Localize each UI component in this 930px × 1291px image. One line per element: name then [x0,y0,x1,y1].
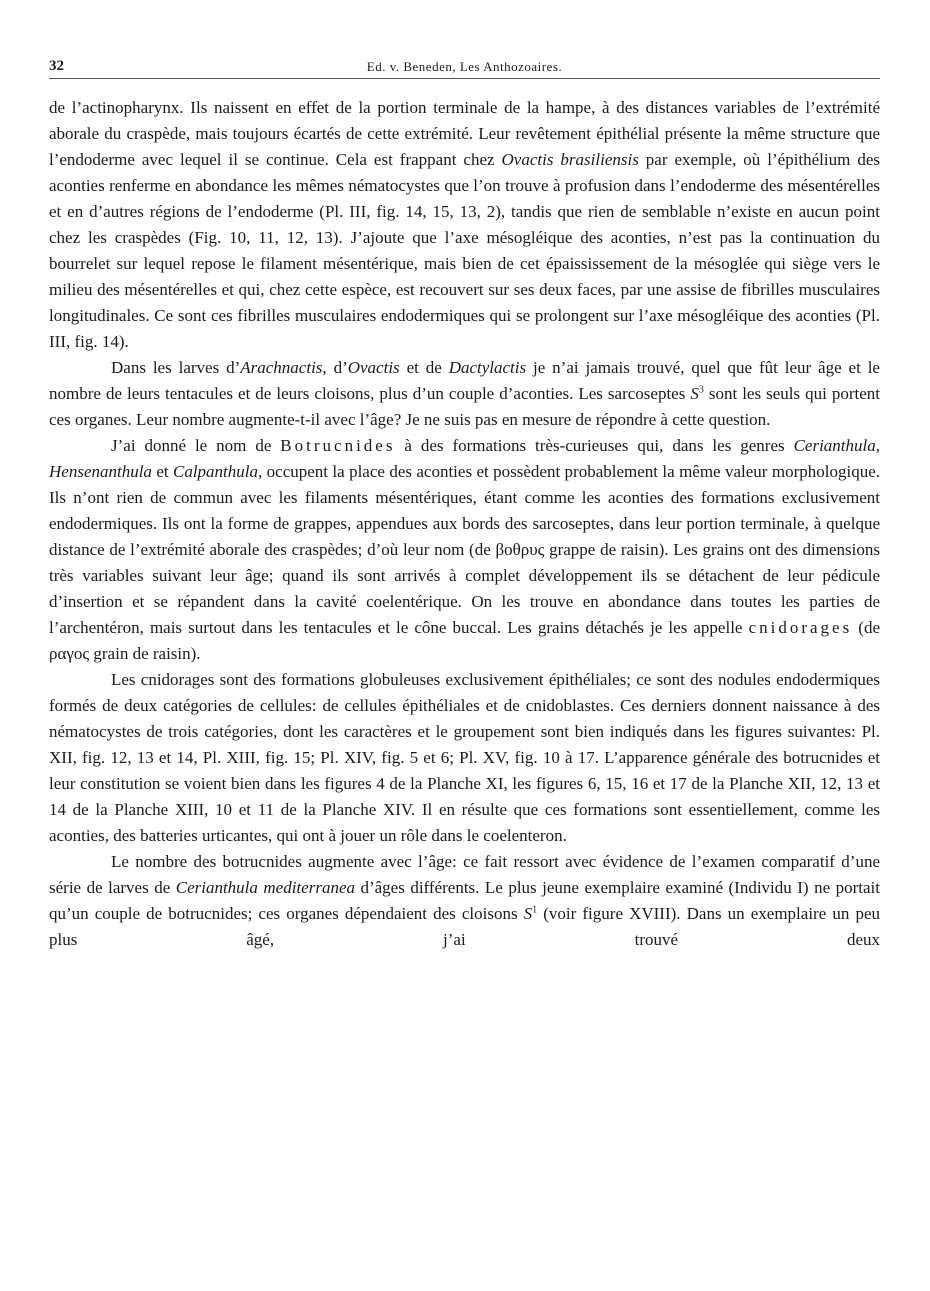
paragraph [49,433,880,667]
superscript: 3 [698,384,704,396]
spaced-term: cnidorages [748,618,853,637]
italic-term: Calpanthula, [173,462,263,481]
document-page [49,56,880,953]
text-run: Les cnidorages sont des formations globuleuses exclusivement épithéliales; ce sont des nodules endodermiques formés de deux catégories de cellules: de cellules épithéliales et de cnidoblastes. Ces derniers donnent naissance à des nématocystes de trois catégories, dont les caractères et le groupement sont bien indiqués dans les figures suivantes: Pl. XII, fig. 12, 13 et 14, Pl. XIII, fig. 15; Pl. XIV, fig. 5 et 6; Pl. XV, fig. 10 à 17. L’apparence générale des botrucnides et leur constitution se voient bien dans les figures 4 de la Planche XI, les figures 6, 15, 16 et 17 de la Planche XII, 12, 13 et 14 de la Planche XIII, 10 et 11 de la Planche XIV. Il en résulte que ces formations sont essentiellement, comme les aconties, des batteries urticantes, qui ont à jouer un rôle dans le coelenteron. [49,670,880,845]
italic-term: Ovactis [347,358,400,377]
text-run: occupent la place des aconties et possèdent probablement la même valeur morphologique. Ils n’ont rien de commun avec les filaments mésentériques, étant comme les aconties des formations exclusivement endodermiques. Ils ont la forme de grappes, appendues aux bords des sarcoseptes, dans leur portion terminale, à quelque distance de l’extrémité aborale des craspèdes; d’où leur nom (de βοθρυς grappe de raisin). Les grains ont des dimensions très variables suivant leur âge; quand ils sont arrivés à complet développement ils se détachent de leur pédicule d’insertion et se répandent dans la cavité coelentérique. On les trouve en abondance dans toutes les parties de l’archentéron, mais surtout dans les tentacules et le cône buccal. Les grains détachés je les appelle [49,462,880,637]
text-run: (voir figure XVIII). Dans un exemplaire un peu plus âgé, j’ai trouvé deux [49,904,880,949]
text-run: et [151,462,173,481]
italic-term: S [690,384,699,403]
italic-term: Cerianthula mediterranea [175,878,355,897]
page-number: 32 [49,58,64,74]
text-run: je n’ai jamais trouvé, quel que fût leur âge et le nombre de leurs tentacules et de leurs cloisons, plus d’un couple d’aconties. Les sarcoseptes [49,358,880,403]
text-run: Dans les larves d’ [111,358,241,377]
text-run: et de [399,358,449,377]
italic-term: Ovactis brasiliensis [501,150,639,169]
italic-term: Hensenanthula [49,462,152,481]
text-run: Le nombre des botrucnides augmente avec l’âge: ce fait ressort avec évidence de l’examen comparatif d’une série de larves de [49,852,880,897]
paragraph [49,95,880,355]
text-run: d’ [326,358,348,377]
spaced-term: Botrucnides [280,436,396,455]
italic-term: Cerianthula, [793,436,880,455]
text-run: de l’actinopharynx. Ils naissent en effet de la portion terminale de la hampe, à des distances variables de l’extrémité aborale du craspède, mais toujours écartés de cette extrémité. Leur revêtement épithélial présente la même structure que l’endoderme avec lequel il se continue. Cela est frappant chez [49,98,880,169]
italic-term: Dactylactis [448,358,527,377]
superscript: 1 [532,904,538,916]
paragraph [49,667,880,849]
paragraph [49,849,880,953]
text-run: (de ραγος grain de raisin). [49,618,880,663]
page-header [49,56,880,79]
text-run: à des formations très-curieuses qui, dans les genres [395,436,794,455]
text-run: J’ai donné le nom de [111,436,281,455]
italic-term: Arachnactis, [240,358,327,377]
text-run: par exemple, où l’épithélium des aconties renferme en abondance les mêmes nématocystes que l’on trouve à profusion dans l’endoderme des mésentérelles et en d’autres régions de l’endoderme (Pl. III, fig. 14, 15, 13, 2), tandis que rien de semblable n’existe en aucun point chez les craspèdes (Fig. 10, 11, 12, 13). J’ajoute que l’axe mésogléique des aconties, n’est pas la continuation du bourrelet sur lequel repose le filament mésentérique, mais bien de cet épaississement de la mésoglée qui siège vers le milieu des mésentérelles et qui, chez cette espèce, est recouvert sur ses deux faces, par une assise de fibrilles musculaires longitudinales. Ce sont ces fibrilles musculaires endodermiques qui se prolongent sur l’axe mésogléique des aconties (Pl. III, fig. 14). [49,150,880,351]
body-text [49,95,880,953]
running-title: Ed. v. Beneden, Les Anthozoaires. [366,59,563,74]
text-run: d’âges différents. Le plus jeune exemplaire examiné (Individu I) ne portait qu’un couple de botrucnides; ces organes dépendaient des cloisons [49,878,880,923]
italic-term: S [523,904,533,923]
paragraph [49,355,880,433]
text-run: sont les seuls qui portent ces organes. Leur nombre augmente-t-il avec l’âge? Je ne suis pas en mesure de répondre à cette question. [49,384,880,429]
